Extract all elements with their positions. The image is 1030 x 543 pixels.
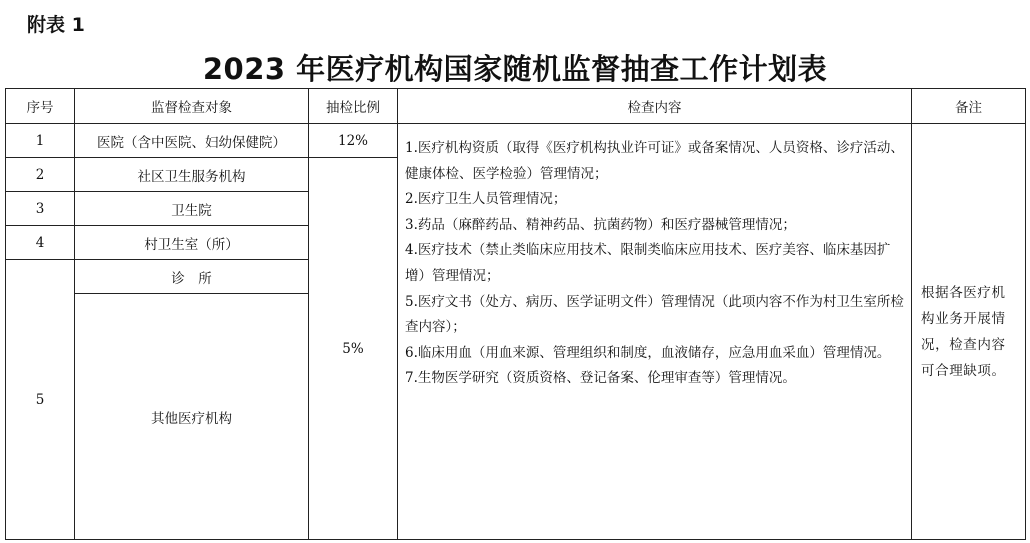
ratio-group-cell: 5% <box>309 158 398 540</box>
row-seq: 1 <box>6 124 75 158</box>
content-line: 1.医疗机构资质（取得《医疗机构执业许可证》或备案情况、人员资格、诊疗活动、健康体检、医学检验）管理情况； <box>405 140 904 182</box>
content-line: 3.药品（麻醉药品、精神药品、抗菌药物）和医疗器械管理情况； <box>405 216 796 233</box>
row-target: 社区卫生服务机构 <box>75 158 309 192</box>
row-seq: 2 <box>6 158 75 192</box>
row-ratio: 12% <box>309 124 398 158</box>
page-title: 2023 年医疗机构国家随机监督抽查工作计划表 <box>202 52 828 86</box>
plan-table <box>5 88 1026 540</box>
row-target: 诊 所 <box>75 260 309 294</box>
content-line: 4.医疗技术（禁止类临床应用技术、限制类临床应用技术、医疗美容、临床基因扩增）管理情况； <box>405 242 891 284</box>
header-ratio: 抽检比例 <box>309 89 398 124</box>
content-line: 6.临床用血（用血来源、管理组织和制度，血液储存，应急用血采血）管理情况。 <box>405 344 891 361</box>
row-target: 其他医疗机构 <box>75 294 309 540</box>
row-seq: 5 <box>6 260 75 540</box>
header-seq: 序号 <box>6 89 75 124</box>
row-target: 医院（含中医院、妇幼保健院） <box>75 124 309 158</box>
row-seq: 4 <box>6 226 75 260</box>
row-target: 村卫生室（所） <box>75 226 309 260</box>
table-row <box>6 124 1026 158</box>
inspection-content-cell <box>398 124 912 540</box>
header-target: 监督检查对象 <box>75 89 309 124</box>
content-line: 5.医疗文书（处方、病历、医学证明文件）管理情况（此项内容不作为村卫生室所检查内容）； <box>405 293 904 336</box>
content-line: 7.生物医学研究（资质资格、登记备案、伦理审查等）管理情况。 <box>405 370 796 387</box>
annex-label: 附表 1 <box>27 14 85 36</box>
row-target: 卫生院 <box>75 192 309 226</box>
content-line: 2.医疗卫生人员管理情况； <box>405 191 567 208</box>
table-header-row <box>6 89 1026 124</box>
row-seq: 3 <box>6 192 75 226</box>
header-note: 备注 <box>912 89 1026 124</box>
note-cell: 根据各医疗机构业务开展情况，检查内容可合理缺项。 <box>912 124 1026 540</box>
header-content: 检查内容 <box>398 89 912 124</box>
